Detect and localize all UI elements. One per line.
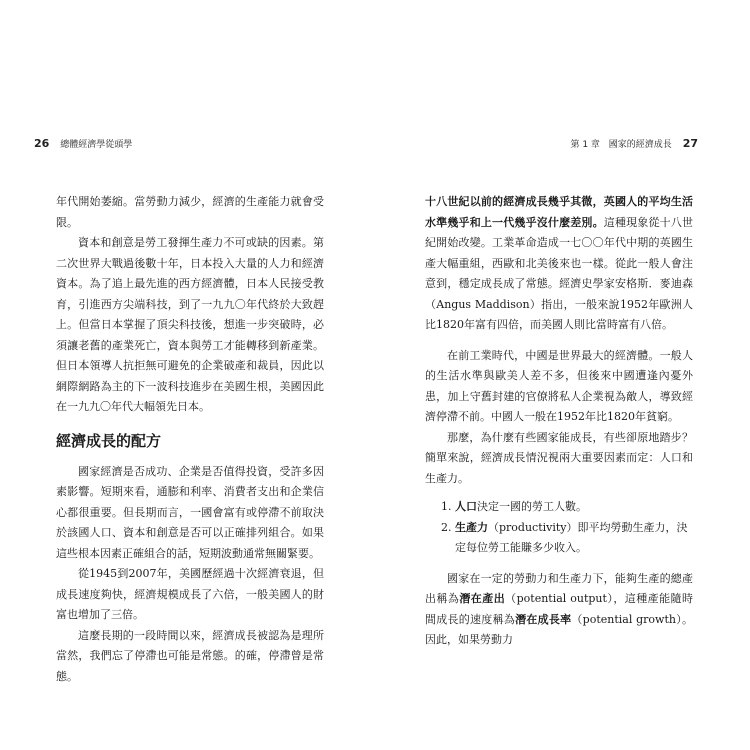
list-item-text: 決定一國的勞工人數。 [477, 500, 587, 513]
left-page-header [26, 137, 132, 151]
emphasis-text: 十八世紀以前的經濟成長幾乎其微，英國人的平均生活水準幾乎和上一代幾乎沒什麼差別。 [425, 195, 693, 229]
paragraph: 從1945到2007年，美國歷經過十次經濟衰退，但成長速度夠快，經濟規模成長了六倍，一般美國人的財富也增加了三倍。 [56, 567, 324, 621]
paragraph [425, 569, 693, 651]
factor-list [425, 497, 693, 559]
term-potential-output: 潛在產出 [459, 592, 506, 605]
list-item-text: （productivity）即平均勞動生產力，決定每位勞工能賺多少收入。 [455, 520, 688, 554]
right-page-body [425, 192, 693, 651]
section-heading: 經濟成長的配方 [56, 431, 162, 450]
left-page-body [56, 192, 324, 687]
paragraph-text: （potential growth）。因此，如果勞動力 [425, 612, 694, 646]
paragraph [425, 192, 693, 336]
paragraph: 年代開始萎縮。當勞動力減少，經濟的生產能力就會受限。 [56, 195, 324, 229]
left-page-number: 26 [34, 137, 50, 150]
book-title: 總體經濟學從頭學 [60, 140, 133, 150]
right-page-header [570, 137, 706, 151]
paragraph: 那麼，為什麼有些國家能成長，有些卻原地踏步？簡單來說，經濟成長情況視兩大重要因素而定：人口和生產力。 [425, 430, 693, 485]
paragraph: 在前工業時代，中國是世界最大的經濟體。一般人的生活水準與歐美人差不多，但後來中國遭逢內憂外患，加上守舊封建的官僚將私人企業視為敵人，導致經濟停滯不前。中國人一般在1952年比1820年貧窮。 [425, 348, 693, 423]
paragraph: 這麼長期的一段時間以來，經濟成長被認為是理所當然，我們忘了停滯也可能是常態。的確，停滯曾是常態。 [56, 628, 324, 683]
chapter-label: 第 1 章 [570, 140, 600, 150]
chapter-title: 國家的經濟成長 [608, 140, 672, 150]
right-page-number: 27 [682, 137, 698, 150]
paragraph-text: 這種現象從十八世紀開始改變。工業革命造成一七〇〇年代中期的英國生產大幅重組，西歐和北美後來也一樣。從此一般人會注意到，穩定成長成了常態。經濟史學家安格斯．麥迪森（Angus Maddison）指出，一般來說1952年歐洲人比1820年富有四倍，而美國人則比當時富有八倍。 [425, 215, 693, 331]
term-potential-growth: 潛在成長率 [515, 612, 572, 626]
list-item-term: 生產力 [455, 520, 488, 534]
list-item [455, 497, 693, 518]
paragraph: 國家經濟是否成功、企業是否值得投資，受許多因素影響。短期來看，通膨和利率、消費者支出和企業信心都很重要。但長期而言，一國會富有或停滯不前取決於該國人口、資本和創意是否可以正確排列組合。如果這些根本因素正確組合的話，短期波動通常無關緊要。 [56, 464, 324, 560]
list-item [455, 518, 693, 559]
list-item-term: 人口 [455, 500, 477, 513]
paragraph-text: 國家在一定的勞動力和生產力下，能夠生產的總產出稱為 [425, 571, 693, 605]
spacer [425, 336, 693, 346]
paragraph-text: （potential output），這種產能隨時間成長的速度稱為 [425, 592, 694, 626]
paragraph: 資本和創意是勞工發揮生產力不可或缺的因素。第二次世界大戰過後數十年，日本投入大量的人力和經濟資本。為了追上最先進的西方經濟體，日本人民接受教育，引進西方尖端科技，到了一九九〇年代終於大致趕上。但當日本掌握了頂尖科技後，想進一步突破時，必須讓老舊的產業死亡，資本與勞工才能轉移到新產業。但日本領導人抗拒無可避免的企業破產和裁員，因此以網際網路為主的下一波科技進步在美國生根，美國因此在一九九〇年代大幅領先日本。 [56, 236, 324, 413]
